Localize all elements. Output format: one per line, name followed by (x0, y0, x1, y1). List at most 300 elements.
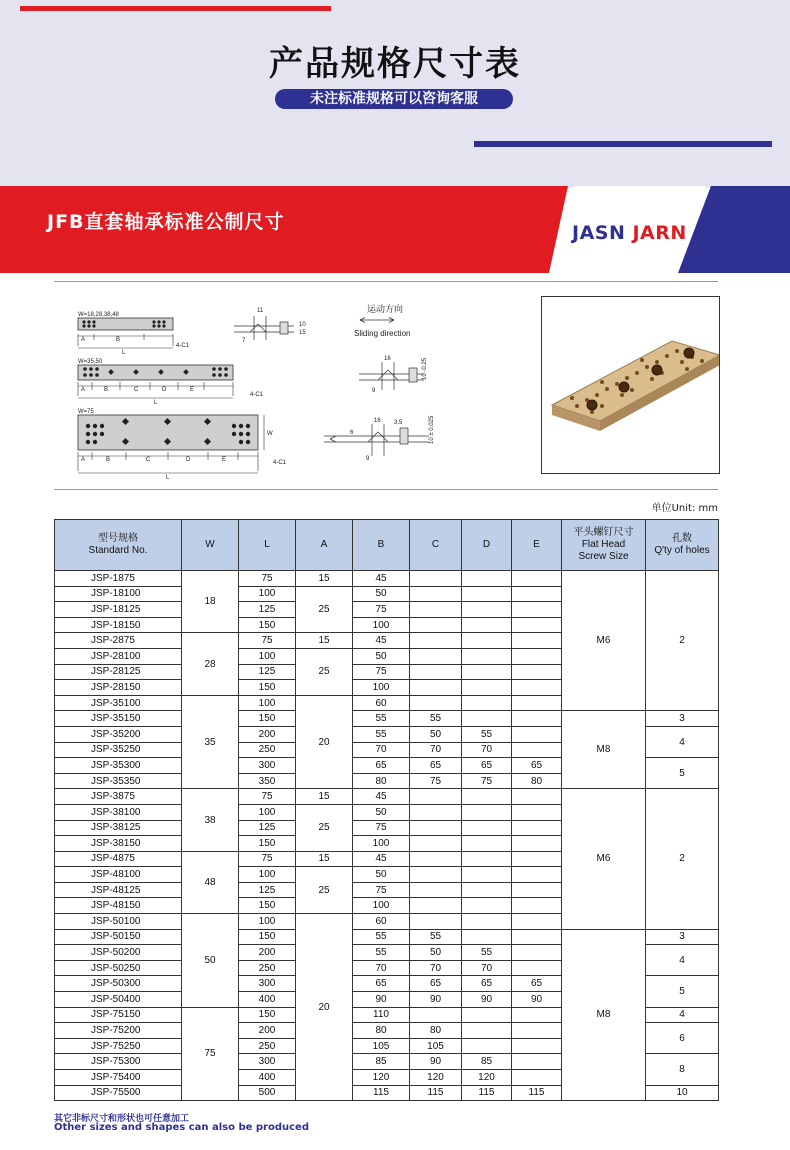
cell-d (462, 851, 512, 867)
cell-l: 250 (239, 960, 296, 976)
cell-c (410, 680, 462, 696)
cell-e (512, 867, 562, 883)
blue-accent-line (474, 141, 772, 147)
cell-d: 115 (462, 1085, 512, 1101)
cell-a: 25 (296, 804, 353, 851)
cell-e (512, 945, 562, 961)
cell-no: JSP-38150 (55, 836, 182, 852)
cell-e (512, 680, 562, 696)
cell-no: JSP-35350 (55, 773, 182, 789)
cell-s: M6 (562, 571, 646, 711)
cell-h: 4 (646, 945, 719, 976)
drawing-label-w3: W=75 (78, 409, 94, 415)
cell-b: 45 (353, 789, 410, 805)
cell-d (462, 1007, 512, 1023)
cell-d: 75 (462, 773, 512, 789)
cell-b: 45 (353, 633, 410, 649)
cell-l: 100 (239, 586, 296, 602)
cell-c (410, 648, 462, 664)
cell-h: 3 (646, 711, 719, 727)
cell-s: M6 (562, 789, 646, 929)
cell-w: 35 (182, 695, 239, 789)
cell-c (410, 898, 462, 914)
cell-no: JSP-75150 (55, 1007, 182, 1023)
cell-no: JSP-48100 (55, 867, 182, 883)
cell-e (512, 1070, 562, 1086)
cell-b: 120 (353, 1070, 410, 1086)
cell-b: 50 (353, 867, 410, 883)
cell-no: JSP-18100 (55, 586, 182, 602)
cell-d (462, 820, 512, 836)
cell-l: 75 (239, 571, 296, 587)
cell-d (462, 1038, 512, 1054)
cell-e (512, 586, 562, 602)
cell-d (462, 867, 512, 883)
cell-no: JSP-75400 (55, 1070, 182, 1086)
cell-b: 45 (353, 571, 410, 587)
brand-part2: JARN (632, 222, 687, 244)
cell-b: 60 (353, 695, 410, 711)
header-holes: 孔数 Q'ty of holes (646, 520, 719, 571)
cell-c (410, 820, 462, 836)
header-b: B (353, 520, 410, 571)
dim-l-3: L (166, 475, 170, 481)
drawing-label-w1: W=18,28,38,48 (78, 312, 119, 318)
cell-b: 50 (353, 586, 410, 602)
cell-e (512, 633, 562, 649)
cell-no: JSP-75500 (55, 1085, 182, 1101)
cell-c (410, 789, 462, 805)
cell-b: 80 (353, 1023, 410, 1039)
cell-l: 300 (239, 758, 296, 774)
dim-6: 6 (350, 430, 354, 436)
cell-d: 85 (462, 1054, 512, 1070)
cell-l: 300 (239, 1054, 296, 1070)
dim-l-2: L (154, 400, 158, 406)
cell-b: 80 (353, 773, 410, 789)
cell-e: 115 (512, 1085, 562, 1101)
cell-b: 60 (353, 914, 410, 930)
cell-e (512, 664, 562, 680)
cell-b: 105 (353, 1038, 410, 1054)
cell-h: 3 (646, 929, 719, 945)
cell-b: 100 (353, 680, 410, 696)
dim-lines-1 (78, 334, 173, 348)
red-accent-line (20, 6, 331, 11)
cell-d (462, 914, 512, 930)
dim-c-3: C (146, 457, 151, 463)
cell-h: 2 (646, 571, 719, 711)
dim-10-a: 10 (299, 322, 306, 328)
cell-c: 105 (410, 1038, 462, 1054)
cell-l: 100 (239, 648, 296, 664)
cell-e (512, 1023, 562, 1039)
cell-c (410, 617, 462, 633)
cell-no: JSP-18150 (55, 617, 182, 633)
dim-b-3: B (106, 457, 111, 463)
cell-d (462, 571, 512, 587)
divider-top (54, 281, 718, 282)
cell-l: 75 (239, 789, 296, 805)
cell-c (410, 1007, 462, 1023)
cell-d (462, 804, 512, 820)
cell-no: JSP-35200 (55, 726, 182, 742)
header-standard: 型号规格 Standard No. (55, 520, 182, 571)
cell-l: 150 (239, 711, 296, 727)
dim-d-2: D (162, 387, 167, 393)
cell-b: 70 (353, 742, 410, 758)
cell-c: 90 (410, 1054, 462, 1070)
cell-l: 75 (239, 851, 296, 867)
divider-middle (54, 489, 718, 490)
cell-a: 25 (296, 648, 353, 695)
plate-small-outline (78, 318, 173, 330)
cell-l: 150 (239, 898, 296, 914)
cell-w: 18 (182, 571, 239, 633)
cell-no: JSP-75300 (55, 1054, 182, 1070)
cell-e (512, 851, 562, 867)
cell-l: 150 (239, 1007, 296, 1023)
cell-b: 50 (353, 804, 410, 820)
cell-l: 100 (239, 867, 296, 883)
cell-no: JSP-38100 (55, 804, 182, 820)
dim-9-b: 9 (366, 456, 370, 462)
cell-d (462, 711, 512, 727)
cell-d (462, 633, 512, 649)
header-l: L (239, 520, 296, 571)
cell-d (462, 648, 512, 664)
section-view-1 (234, 316, 294, 340)
cell-l: 400 (239, 1070, 296, 1086)
section-view-3 (324, 424, 429, 456)
cell-l: 500 (239, 1085, 296, 1101)
motion-label-en: Sliding direction (354, 329, 411, 338)
dim-tol-b: 10 ± 0.025 (429, 415, 435, 444)
cell-e: 90 (512, 992, 562, 1008)
cell-d (462, 898, 512, 914)
cell-b: 100 (353, 898, 410, 914)
cell-c: 80 (410, 1023, 462, 1039)
cell-e (512, 602, 562, 618)
footer-note-cn: 其它非标尺寸和形状也可任意加工 (54, 1114, 190, 1124)
cell-d: 65 (462, 758, 512, 774)
cell-no: JSP-48125 (55, 882, 182, 898)
cell-d: 70 (462, 742, 512, 758)
cell-e (512, 1038, 562, 1054)
cell-l: 400 (239, 992, 296, 1008)
header-e: E (512, 520, 562, 571)
cell-e: 65 (512, 976, 562, 992)
cell-d: 90 (462, 992, 512, 1008)
dim-w-3: W (267, 431, 273, 437)
header-d: D (462, 520, 512, 571)
table-row (55, 571, 719, 587)
cell-b: 70 (353, 960, 410, 976)
cell-e (512, 695, 562, 711)
cell-l: 100 (239, 695, 296, 711)
cell-w: 48 (182, 851, 239, 913)
cell-e: 65 (512, 758, 562, 774)
cell-e (512, 882, 562, 898)
cell-c: 55 (410, 929, 462, 945)
cell-b: 115 (353, 1085, 410, 1101)
cell-l: 125 (239, 882, 296, 898)
table-row (55, 711, 719, 727)
section-title: JFB直套轴承标准公制尺寸 (47, 211, 285, 233)
cell-c: 120 (410, 1070, 462, 1086)
cell-e: 80 (512, 773, 562, 789)
cell-e (512, 789, 562, 805)
cell-e (512, 960, 562, 976)
cell-e (512, 726, 562, 742)
cell-h: 2 (646, 789, 719, 929)
cell-c (410, 695, 462, 711)
cell-w: 75 (182, 1007, 239, 1101)
cell-a: 20 (296, 914, 353, 1101)
cell-l: 75 (239, 633, 296, 649)
cell-c (410, 664, 462, 680)
cell-c: 55 (410, 711, 462, 727)
section-view-2 (359, 362, 424, 390)
cell-no: JSP-1875 (55, 571, 182, 587)
cell-b: 85 (353, 1054, 410, 1070)
cell-c: 115 (410, 1085, 462, 1101)
cell-no: JSP-50250 (55, 960, 182, 976)
cell-e (512, 820, 562, 836)
cell-b: 55 (353, 711, 410, 727)
cell-no: JSP-2875 (55, 633, 182, 649)
cell-l: 100 (239, 914, 296, 930)
cell-d (462, 882, 512, 898)
spec-table (54, 519, 719, 1101)
cell-l: 200 (239, 726, 296, 742)
cell-b: 55 (353, 726, 410, 742)
motion-arrow (360, 318, 394, 323)
cell-s: M8 (562, 929, 646, 1101)
cell-no: JSP-50200 (55, 945, 182, 961)
cell-e (512, 898, 562, 914)
cell-e (512, 742, 562, 758)
dim-d-3: D (186, 457, 191, 463)
cell-a: 15 (296, 633, 353, 649)
brand-logo (572, 222, 687, 244)
technical-drawing (54, 296, 524, 481)
cell-b: 75 (353, 602, 410, 618)
cell-no: JSP-18125 (55, 602, 182, 618)
cell-no: JSP-38125 (55, 820, 182, 836)
cell-l: 150 (239, 680, 296, 696)
cell-no: JSP-50300 (55, 976, 182, 992)
cell-no: JSP-35100 (55, 695, 182, 711)
cell-w: 50 (182, 914, 239, 1008)
cell-e (512, 804, 562, 820)
cell-c (410, 633, 462, 649)
cell-b: 90 (353, 992, 410, 1008)
cell-a: 15 (296, 789, 353, 805)
cell-c: 65 (410, 976, 462, 992)
dim-e-3: E (222, 457, 227, 463)
cell-h: 4 (646, 1007, 719, 1023)
cell-c: 50 (410, 945, 462, 961)
unit-label: 单位Unit: mm (651, 503, 718, 514)
cell-a: 20 (296, 695, 353, 789)
cell-h: 4 (646, 726, 719, 757)
cell-c (410, 867, 462, 883)
table-header-row (55, 520, 719, 571)
bronze-plate-illustration (542, 297, 719, 473)
page-title: 产品规格尺寸表 (269, 44, 521, 84)
cell-d (462, 789, 512, 805)
dim-15: 15 (299, 330, 306, 336)
cell-b: 110 (353, 1007, 410, 1023)
cell-no: JSP-4875 (55, 851, 182, 867)
cell-d (462, 586, 512, 602)
cell-d: 120 (462, 1070, 512, 1086)
dim-a-2: A (81, 387, 86, 393)
footer-note-en: Other sizes and shapes can also be produced (54, 1122, 309, 1133)
cell-l: 250 (239, 1038, 296, 1054)
subtitle-badge: 未注标准规格可以咨询客服 (275, 89, 513, 109)
cell-b: 55 (353, 929, 410, 945)
cell-h: 5 (646, 976, 719, 1007)
cell-l: 125 (239, 820, 296, 836)
cell-a: 25 (296, 867, 353, 914)
cell-c: 75 (410, 773, 462, 789)
dim-a-1: A (81, 337, 86, 343)
cell-b: 75 (353, 882, 410, 898)
dim-7: 7 (242, 338, 246, 344)
dim-c-2: C (134, 387, 139, 393)
cell-l: 150 (239, 929, 296, 945)
cell-b: 75 (353, 820, 410, 836)
cell-a: 15 (296, 571, 353, 587)
cell-e (512, 571, 562, 587)
cell-no: JSP-35250 (55, 742, 182, 758)
cell-e (512, 1054, 562, 1070)
cell-e (512, 914, 562, 930)
motion-label-cn: 运动方向 (367, 304, 404, 314)
cell-no: JSP-50150 (55, 929, 182, 945)
cell-l: 150 (239, 836, 296, 852)
cell-l: 125 (239, 602, 296, 618)
cell-d: 65 (462, 976, 512, 992)
dim-tol-a: 10 -0.25 (422, 357, 428, 380)
chamfer-3: 4-C1 (273, 460, 287, 466)
cell-c: 50 (410, 726, 462, 742)
dim-3-5: 3.5 (394, 420, 403, 426)
cell-c (410, 571, 462, 587)
cell-l: 100 (239, 804, 296, 820)
cell-c (410, 586, 462, 602)
cell-b: 75 (353, 664, 410, 680)
cell-b: 45 (353, 851, 410, 867)
dim-b-1: B (116, 337, 121, 343)
dim-a-3: A (81, 457, 86, 463)
cell-b: 65 (353, 758, 410, 774)
cell-h: 8 (646, 1054, 719, 1085)
dim-b-2: B (104, 387, 109, 393)
dim-e-2: E (190, 387, 195, 393)
cell-c: 70 (410, 960, 462, 976)
cell-b: 100 (353, 836, 410, 852)
cell-d (462, 602, 512, 618)
plate-medium-outline (78, 365, 233, 380)
cell-e (512, 617, 562, 633)
cell-no: JSP-50400 (55, 992, 182, 1008)
dim-16-b: 16 (374, 418, 381, 424)
cell-h: 6 (646, 1023, 719, 1054)
cell-l: 125 (239, 664, 296, 680)
cell-d (462, 664, 512, 680)
cell-e (512, 711, 562, 727)
cell-no: JSP-28150 (55, 680, 182, 696)
cell-a: 25 (296, 586, 353, 633)
cell-l: 150 (239, 617, 296, 633)
cell-b: 100 (353, 617, 410, 633)
section-banner (0, 186, 790, 273)
header-a: A (296, 520, 353, 571)
dim-11: 11 (257, 308, 264, 314)
cell-d (462, 836, 512, 852)
table-body (55, 571, 719, 1101)
cell-d (462, 1023, 512, 1039)
cell-c: 65 (410, 758, 462, 774)
cell-d (462, 617, 512, 633)
cell-w: 28 (182, 633, 239, 695)
cell-b: 50 (353, 648, 410, 664)
cell-no: JSP-48150 (55, 898, 182, 914)
cell-d (462, 680, 512, 696)
cell-no: JSP-28100 (55, 648, 182, 664)
header-c: C (410, 520, 462, 571)
product-photo (541, 296, 720, 474)
cell-no: JSP-75250 (55, 1038, 182, 1054)
cell-e (512, 929, 562, 945)
drawing-label-w2: W=35,50 (78, 359, 103, 365)
dim-l-1: L (122, 350, 126, 356)
cell-b: 55 (353, 945, 410, 961)
cell-s: M8 (562, 711, 646, 789)
cell-d (462, 929, 512, 945)
cell-h: 5 (646, 758, 719, 789)
header-w: W (182, 520, 239, 571)
cell-l: 350 (239, 773, 296, 789)
chamfer-2: 4-C1 (250, 392, 264, 398)
cell-no: JSP-75200 (55, 1023, 182, 1039)
cell-e (512, 1007, 562, 1023)
header-screw: 平头螺钉尺寸 Flat Head Screw Size (562, 520, 646, 571)
cell-l: 200 (239, 945, 296, 961)
cell-w: 38 (182, 789, 239, 851)
cell-c (410, 882, 462, 898)
cell-c (410, 851, 462, 867)
cell-no: JSP-35300 (55, 758, 182, 774)
chamfer-1: 4-C1 (176, 343, 190, 349)
cell-no: JSP-28125 (55, 664, 182, 680)
cell-c: 90 (410, 992, 462, 1008)
cell-c (410, 914, 462, 930)
dim-lines-2 (78, 382, 233, 398)
cell-b: 65 (353, 976, 410, 992)
cell-c (410, 602, 462, 618)
cell-l: 250 (239, 742, 296, 758)
cell-e (512, 836, 562, 852)
cell-a: 15 (296, 851, 353, 867)
cell-d (462, 695, 512, 711)
table-row (55, 789, 719, 805)
cell-no: JSP-3875 (55, 789, 182, 805)
cell-c: 70 (410, 742, 462, 758)
